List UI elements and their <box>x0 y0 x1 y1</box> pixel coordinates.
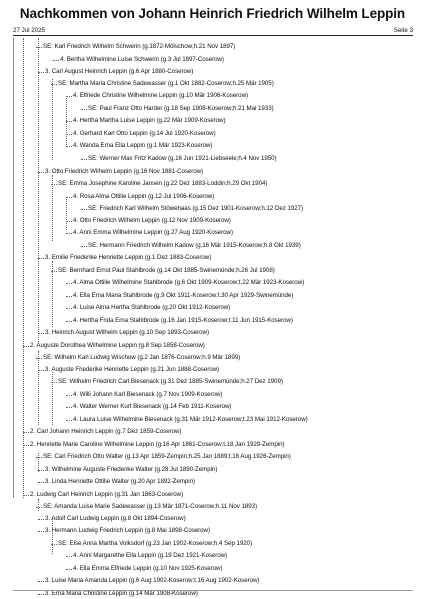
entry-text: SE: Karl Friedrich Wilhelm Schwerin (g.1872-Mölschow;h.21 Nov 1897) <box>43 43 236 50</box>
descendant-entry <box>45 328 209 338</box>
descendant-entry <box>60 55 224 65</box>
generation-line <box>52 79 53 160</box>
descendant-entry <box>30 440 284 450</box>
tree-connector <box>53 60 59 61</box>
spouse-entry <box>88 154 277 164</box>
generation-line <box>52 372 53 425</box>
descendant-entry <box>73 141 212 151</box>
generation-line <box>38 499 39 511</box>
entry-text: SE: Bernhard Ernst Paul Stahlbrode (g.14 Okt 1885-Swinemünde;h.26 Jul 1908) <box>58 267 275 274</box>
entry-text: SE: Hermann Friedrich Wilhelm Kadow (g.16 Mär 1915-Koserow;h.8 Okt 1939) <box>88 242 301 249</box>
generation-line <box>23 38 24 498</box>
entry-text: 3. Hermann Ludwig Friedrich Leppin (g.8 Mai 1898-Coserow) <box>45 527 210 534</box>
spouse-entry <box>43 353 240 363</box>
entry-text: 4. Wanda Erna Ella Leppin (g.1 Mär 1923-Koserow) <box>73 142 213 149</box>
generation-line <box>38 38 39 342</box>
entry-text: 4. Hertha Martha Luise Leppin (g.22 Mär 1909-Koserow) <box>73 117 226 124</box>
footer-divider <box>13 590 413 591</box>
entry-text: 4. Ella Emma Elfriede Leppin (g.10 Nov 1925-Koserow) <box>73 565 223 572</box>
descendant-entry <box>73 129 216 139</box>
entry-text: 2. Ludwig Carl Heinrich Leppin (g.31 Jan 1863-Coserow) <box>30 491 184 498</box>
entry-text: 3. Adolf Carl Ludwig Leppin (g.8 Okt 1894-Coserow) <box>45 515 186 522</box>
entry-text: 3. Carl August Heinrich Leppin (g.6 Apr 1880-Coserow) <box>45 68 194 75</box>
entry-text: 3. Wilhelmine Auguste Friederike Walter (g.28 Jul 1890-Zempin) <box>45 466 218 473</box>
descendant-entry <box>73 278 304 288</box>
tree-connector <box>66 308 72 309</box>
tree-connector <box>38 519 44 520</box>
entry-text: 3. Erna Maria Christine Leppin (g.14 Mär 1908-Koserow) <box>45 590 198 597</box>
descendant-entry <box>73 316 293 326</box>
page-title: Nachkommen von Johann Heinrich Friedrich Wilhelm Leppin <box>19 6 406 21</box>
entry-text: SE: Wilhelm Karl Ludwig Wischow (g.2 Jan 1876-Coserow;h.9 Mär 1899) <box>43 354 241 361</box>
descendant-entry <box>30 490 183 500</box>
descendant-entry <box>45 365 219 375</box>
entry-text: 4. Alma Ottilie Wilhelmine Stahlbrode (g.6 Okt 1909-Koserow;t.22 Mär 1923-Koserow) <box>73 279 305 286</box>
entry-text: 4. Elfriede Christine Wilhelmine Leppin (g.10 Mär 1906-Koserow) <box>73 92 248 99</box>
tree-connector <box>66 233 72 234</box>
tree-connector <box>66 197 72 198</box>
entry-text: 3. Luise Maria Amanda Leppin (g.6 Aug 1902-Koserow;t.16 Aug 1902-Koserow) <box>45 577 260 584</box>
entry-text: SE: Friedrich Karl Wilhelm Stöwehaas (g.15 Dez 1901-Koserow;h.12 Dez 1927) <box>88 205 304 212</box>
spouse-entry <box>43 42 235 52</box>
descendant-entry <box>73 228 233 238</box>
tree-connector <box>66 96 72 97</box>
spouse-entry <box>43 502 257 512</box>
page-number: Seite 3 <box>393 27 413 34</box>
entry-text: 4. Willi Johann Karl Biesenack (g.7 Nov 1909-Koserow) <box>73 391 223 398</box>
entry-text: 2. Henriette Marie Caroline Wilhelmine Leppin (g.16 Apr 1861-Coserow;t.18 Jan 1929-Zempin) <box>30 441 285 448</box>
entry-text: SE: Emma Josephine Karoline Jansen (g.22 Dez 1883-Loddin;h.29 Okt 1904) <box>58 180 268 187</box>
entry-text: 3. Heinrich August Wilhelm Leppin (g.10 Sep 1893-Coserow) <box>45 329 209 336</box>
entry-text: 4. Laura Luise Wilhelmine Biesenack (g.31 Mär 1912-Koserow;t.23 Mai 1912-Koserow) <box>73 416 308 423</box>
descendant-entry <box>30 427 181 437</box>
descendant-entry <box>73 303 230 313</box>
tree-connector <box>81 159 87 160</box>
entry-text: 4. Rosa Alma Ottilie Leppin (g.12 Jul 1906-Koserow) <box>73 193 215 200</box>
generation-line <box>52 175 53 241</box>
entry-text: 4. Anni Margarethe Ella Leppin (g.19 Dez 1921-Koserow) <box>73 552 228 559</box>
spouse-entry <box>58 266 275 276</box>
generation-line <box>52 518 53 554</box>
entry-text: 4. Ella Erna Maria Stahlbrode (g.9 Okt 1911-Koserow;t.30 Apr 1929-Swinemünde) <box>73 292 294 299</box>
entry-text: SE: Werner Max Fritz Kadow (g.16 Jun 1921-Liebseele;h.4 Nov 1950) <box>88 155 277 162</box>
spouse-entry <box>58 539 252 549</box>
tree-connector <box>38 581 44 582</box>
generation-line <box>13 38 14 498</box>
descendant-entry <box>73 564 222 574</box>
spouse-entry <box>58 79 274 89</box>
tree-connector <box>36 507 42 508</box>
entry-text: SE: Martha Maria Christine Sadewasser (g.1 Okt 1882-Coserow;h.25 Mär 1905) <box>58 80 274 87</box>
entry-text: 3. Otto Friedrich Wilhelm Leppin (g.16 Nov 1881-Coserow) <box>45 168 204 175</box>
tree-connector <box>38 531 44 532</box>
descendant-entry <box>73 216 231 226</box>
tree-connector <box>81 246 87 247</box>
entry-text: SE: Wilhelm Friedrich Carl Biesenack (g.31 Dez 1885-Swinemünde;h.27 Dez 1909) <box>58 378 283 385</box>
descendant-entry <box>45 67 193 77</box>
descendant-entry <box>45 167 203 177</box>
tree-connector <box>66 321 72 322</box>
generation-line <box>38 453 39 472</box>
descendant-entry <box>73 551 227 561</box>
entry-text: 2. Auguste Dorothea Wilhelmine Leppin (g.8 Sep 1858-Coserow) <box>30 342 205 349</box>
tree-connector <box>36 358 42 359</box>
descendant-entry <box>45 514 186 524</box>
tree-connector <box>66 556 72 557</box>
spouse-entry <box>88 241 301 251</box>
tree-connector <box>81 109 87 110</box>
entry-text: 3. Linda Henriette Ottilie Walter (g.20 Apr 1892-Zempin) <box>45 478 196 485</box>
generation-line <box>38 351 39 425</box>
generation-line <box>52 261 53 327</box>
tree-connector <box>66 395 72 396</box>
descendant-entry <box>73 192 214 202</box>
tree-connector <box>38 482 44 483</box>
generation-line <box>66 199 67 230</box>
entry-text: SE: Paul Franz Otto Harder (g.18 Sep 1908-Koserow;h.21 Mai 1933) <box>88 105 274 112</box>
entry-text: SE: Else Anna Martha Volksdorf (g.23 Jan 1902-Koserow;h.4 Sep 1920) <box>58 540 253 547</box>
descendant-entry <box>73 415 308 425</box>
entry-text: 2. Carl Johann Heinrich Leppin (g.7 Dez 1859-Coserow) <box>30 428 182 435</box>
descendant-entry <box>45 477 195 487</box>
generation-line <box>66 98 67 147</box>
descendant-entry <box>73 402 231 412</box>
descendant-entry <box>45 526 210 536</box>
entry-text: 3. Emilie Friederike Henriette Leppin (g.1 Dez 1883-Coserow) <box>45 254 212 261</box>
entry-text: 4. Walter Werner Kurt Biesenack (g.14 Feb 1911-Koserow) <box>73 403 232 410</box>
entry-text: 4. Gerhard Karl Otto Leppin (g.14 Jul 1920-Koserow) <box>73 130 216 137</box>
spouse-entry <box>58 377 283 387</box>
header-divider <box>13 35 413 36</box>
spouse-entry <box>88 204 303 214</box>
descendant-entry <box>73 91 248 101</box>
descendant-entry <box>30 341 205 351</box>
entry-text: SE: Carl Friedrich Otto Walter (g.13 Apr 1859-Zempin;h.25 Jan 1889;t.18 Aug 1926-Zempin) <box>43 453 291 460</box>
descendant-entry <box>45 576 259 586</box>
descendant-entry <box>45 465 217 475</box>
tree-connector <box>36 47 42 48</box>
tree-connector <box>81 209 87 210</box>
entry-text: 4. Bertha Wilhelmine Luise Schwerin (g.3 Jul 1897-Coserow) <box>60 56 224 63</box>
entry-text: 4. Hertha Frida Erna Stahlbrode (g.16 Jan 1915-Koserow;t.11 Jun 1915-Koserow) <box>73 317 293 324</box>
tree-connector <box>66 296 72 297</box>
spouse-entry <box>58 179 267 189</box>
entry-text: 4. Anni Emma Wilhelmine Leppin (g.27 Aug 1920-Koserow) <box>73 229 233 236</box>
tree-connector <box>66 283 72 284</box>
spouse-entry <box>43 452 291 462</box>
print-date: 27 Jul 2025 <box>13 27 45 34</box>
descendant-entry <box>73 291 293 301</box>
entry-text: 4. Luise Alma Hertha Stahlbrode (g.20 Okt 1912-Koserow) <box>73 304 231 311</box>
tree-connector <box>66 569 72 570</box>
entry-text: SE: Amanda Luise Marie Sadewasser (g.13 Mär 1871-Coserow;h.11 Nov 1893) <box>43 503 258 510</box>
spouse-entry <box>88 104 274 114</box>
tree-connector <box>66 420 72 421</box>
tree-connector <box>66 407 72 408</box>
entry-text: 3. Auguste Friederike Henriette Leppin (g.21 Jun 1888-Coserow) <box>45 366 220 373</box>
descendant-entry <box>73 116 225 126</box>
tree-connector <box>38 594 44 595</box>
entry-text: 4. Otto Friedrich Wilhelm Leppin (g.12 Nov 1909-Koserow) <box>73 217 231 224</box>
descendant-entry <box>73 390 222 400</box>
tree-connector <box>36 457 42 458</box>
descendant-entry <box>45 253 211 263</box>
